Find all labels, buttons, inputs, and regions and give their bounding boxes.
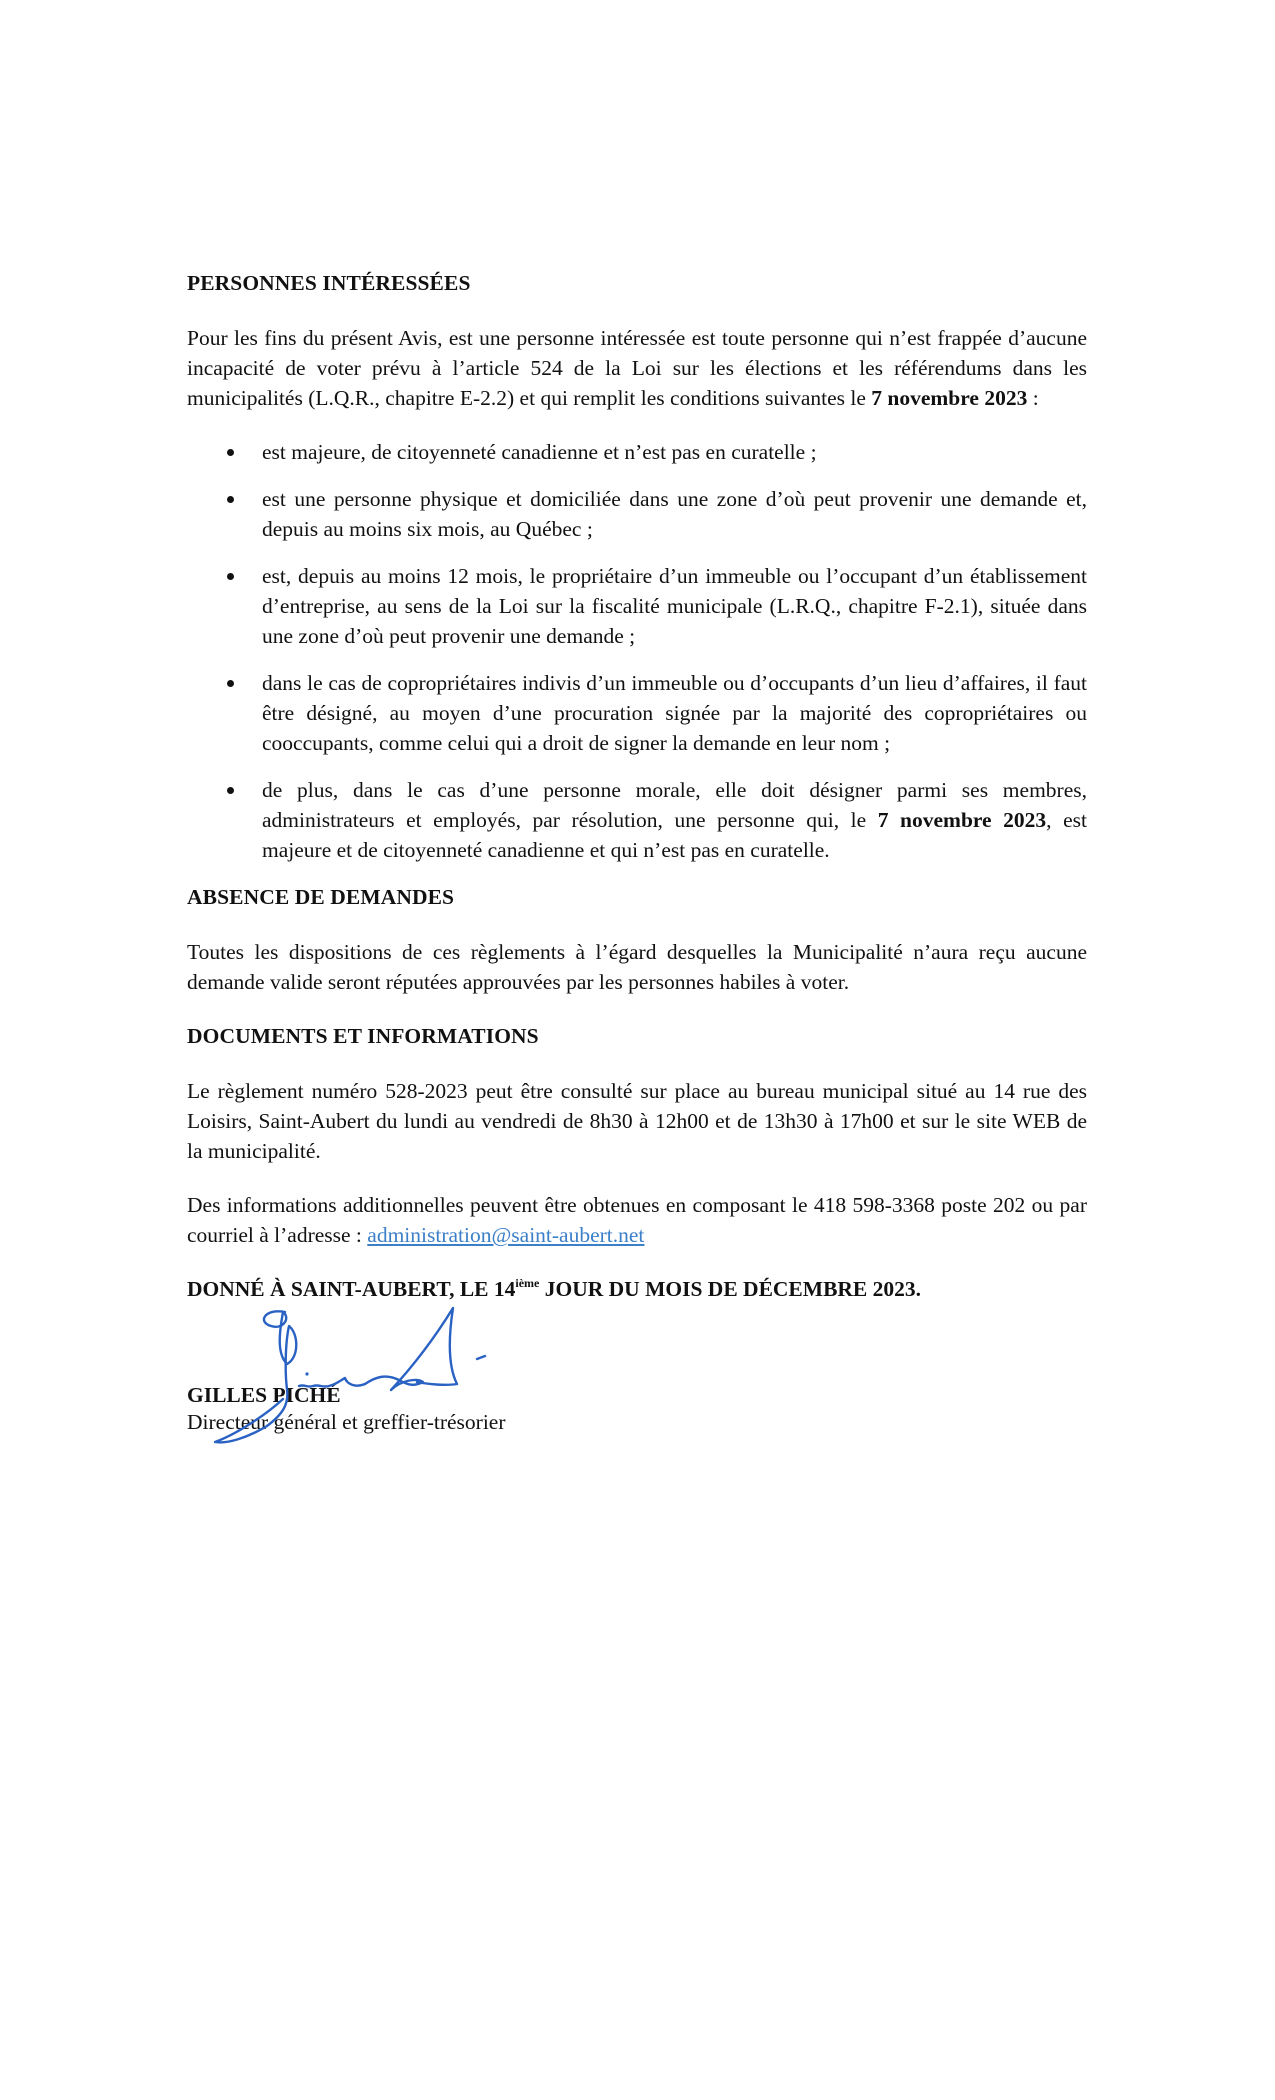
list-item-text: de plus, dans le cas d’une personne morale, elle doit désigner parmi ses membres, administrateurs et employés, par résolution, une personne qui, le bbox=[262, 778, 1087, 832]
signature-middle-stroke bbox=[299, 1378, 365, 1387]
section-heading-absence: ABSENCE DE DEMANDES bbox=[187, 885, 455, 909]
list-item-text: dans le cas de copropriétaires indivis d’un immeuble ou d’occupants d’un lieu d’affaires, il faut être désigné, au moyen d’une procuration signée par la majorité des copropriétaires ou cooccupants, comme celui qui a droit de signer la demande en leur nom ; bbox=[262, 671, 1087, 755]
list-item bbox=[187, 668, 1087, 758]
closing-statement bbox=[187, 1274, 1087, 1304]
bullet-icon bbox=[227, 573, 234, 580]
bullet-icon bbox=[227, 496, 234, 503]
bullet-icon bbox=[227, 449, 234, 456]
closing-ordinal: ième bbox=[515, 1276, 540, 1290]
bullet-icon bbox=[227, 680, 234, 687]
intro-text: Pour les fins du présent Avis, est une personne intéressée est toute personne qui n’est frappée d’aucune incapacité de voter prévu à l’article 524 de la Loi sur les élections et les référendums dans les municipalités (L.Q.R., chapitre E-2.2) et qui remplit les conditions suivantes le bbox=[187, 326, 1087, 410]
signer-title: Directeur général et greffier-trésorier bbox=[187, 1410, 506, 1434]
list-item-text-end: , est majeure et de citoyenneté canadienne et qui n’est pas en curatelle. bbox=[262, 808, 1087, 862]
list-item-date: 7 novembre 2023 bbox=[877, 808, 1047, 832]
handwritten-signature bbox=[187, 1304, 507, 1444]
closing-text-end: JOUR DU MOIS DE DÉCEMBRE 2023. bbox=[539, 1277, 922, 1301]
bullet-icon bbox=[227, 787, 234, 794]
documents-paragraph: Le règlement numéro 528-2023 peut être consulté sur place au bureau municipal situé au 14 rue des Loisirs, Saint-Aubert du lundi au vendredi de 8h30 à 12h00 et de 13h30 à 17h00 et sur le site WEB de la municipalité. bbox=[187, 1079, 1087, 1163]
intro-date: 7 novembre 2023 bbox=[871, 386, 1028, 410]
signature-block bbox=[187, 1304, 1087, 1454]
absence-paragraph: Toutes les dispositions de ces règlements à l’égard desquelles la Municipalité n’aura reçu aucune demande valide seront réputées approuvées par les personnes habiles à voter. bbox=[187, 940, 1087, 994]
closing-text-start: DONNÉ À SAINT-AUBERT, LE 14 bbox=[187, 1277, 516, 1301]
section-heading-documents: DOCUMENTS ET INFORMATIONS bbox=[187, 1024, 539, 1048]
contact-text: Des informations additionnelles peuvent être obtenues en composant le 418 598-3368 poste 202 ou par courriel à l’adresse : bbox=[187, 1193, 1087, 1247]
list-item-text: est une personne physique et domiciliée dans une zone d’où peut provenir une demande et, depuis au moins six mois, au Québec ; bbox=[262, 487, 1087, 541]
section-heading-interested: PERSONNES INTÉRESSÉES bbox=[187, 271, 471, 295]
signer-name: GILLES PICHÉ bbox=[187, 1383, 341, 1407]
email-link[interactable]: administration@saint-aubert.net bbox=[367, 1223, 645, 1247]
signature-dash-stroke bbox=[477, 1356, 485, 1359]
signature-dot bbox=[305, 1372, 308, 1375]
list-item bbox=[187, 437, 1087, 467]
signature-flourish-stroke bbox=[365, 1308, 457, 1390]
list-item bbox=[187, 561, 1087, 651]
list-item-text: est majeure, de citoyenneté canadienne et n’est pas en curatelle ; bbox=[262, 440, 817, 464]
list-item bbox=[187, 484, 1087, 544]
list-item bbox=[187, 775, 1087, 865]
document-page bbox=[187, 268, 1087, 1454]
contact-paragraph bbox=[187, 1190, 1087, 1250]
signature-loop-stroke bbox=[215, 1311, 296, 1442]
list-item-text: est, depuis au moins 12 mois, le propriétaire d’un immeuble ou l’occupant d’un établissement d’entreprise, au sens de la Loi sur la fiscalité municipale (L.R.Q., chapitre F-2.1), située dans une zone d’où peut provenir une demande ; bbox=[262, 564, 1087, 648]
intro-paragraph bbox=[187, 323, 1087, 413]
conditions-list bbox=[187, 437, 1087, 865]
intro-colon: : bbox=[1027, 386, 1039, 410]
